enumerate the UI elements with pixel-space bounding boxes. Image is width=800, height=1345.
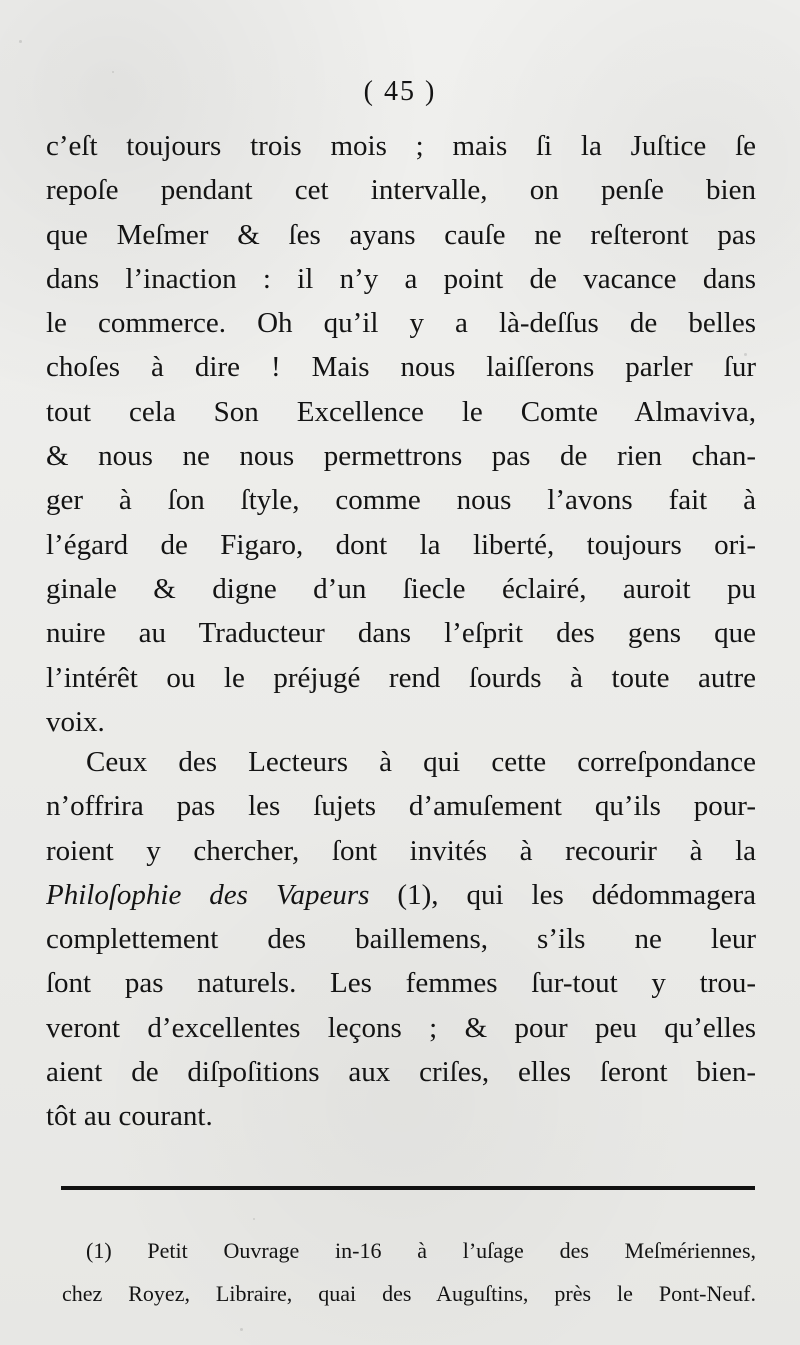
paragraph-line: n’offrira pas les ſujets d’amuſement qu’ils pour- <box>46 790 756 823</box>
paragraph-line: voix. <box>46 705 105 738</box>
footnote <box>62 1229 756 1315</box>
paragraph-line: c’eſt toujours trois mois ; mais ſi la Juſtice ſe <box>46 130 756 162</box>
paragraph-line: choſes à dire ! Mais nous laiſſerons parler ſur <box>46 351 756 384</box>
paragraph-line: tout cela Son Excellence le Comte Almaviva, <box>46 395 756 428</box>
book-title-continuation: (1), qui les dédommagera <box>369 878 756 911</box>
paragraph-line: ginale & digne d’un ſiecle éclairé, auroit pu <box>46 572 756 605</box>
footnote-divider <box>61 1186 755 1190</box>
paragraph-line: le commerce. Oh qu’il y a là-deſſus de belles <box>46 307 756 340</box>
paragraph-line: & nous ne nous permettrons pas de rien chan- <box>46 440 756 473</box>
paragraph-line: Ceux des Lecteurs à qui cette correſpondance <box>86 746 756 778</box>
paragraph-line-with-italic <box>46 873 756 917</box>
paragraph-line: repoſe pendant cet intervalle, on penſe bien <box>46 174 756 207</box>
paragraph-line: veront d’excellentes leçons ; & pour peu qu’elles <box>46 1011 756 1044</box>
paragraph-line: ſont pas naturels. Les femmes ſur-tout y trou- <box>46 967 756 1000</box>
footnote-line: (1) Petit Ouvrage in-16 à l’uſage des Meſmériennes, <box>86 1238 756 1263</box>
paragraph-line: complettement des baillemens, s’ils ne leur <box>46 923 756 956</box>
paragraph-1 <box>46 124 756 744</box>
paragraph-line: roient y chercher, ſont invités à recourir à la <box>46 834 756 867</box>
paragraph-line: tôt au courant. <box>46 1100 213 1133</box>
paragraph-line: l’égard de Figaro, dont la liberté, toujours ori- <box>46 528 756 561</box>
paragraph-line: que Meſmer & ſes ayans cauſe ne reſteront pas <box>46 218 756 251</box>
paper-speck <box>240 1328 243 1331</box>
paragraph-line: nuire au Traducteur dans l’eſprit des gens que <box>46 617 756 650</box>
paragraph-line: l’intérêt ou le préjugé rend ſourds à toute autre <box>46 661 756 694</box>
paragraph-line: aient de diſpoſitions aux criſes, elles ſeront bien- <box>46 1056 756 1089</box>
paper-speck <box>253 1218 255 1220</box>
book-title-italic: Philoſophie des Vapeurs <box>46 878 370 911</box>
paper-speck <box>19 40 22 43</box>
paper-speck <box>112 71 114 73</box>
footnote-line: chez Royez, Libraire, quai des Auguſtins, près le Pont-Neuf. <box>62 1281 756 1306</box>
paragraph-2 <box>46 740 756 1139</box>
paragraph-line: ger à ſon ſtyle, comme nous l’avons fait à <box>46 484 756 517</box>
paragraph-line: dans l’inaction : il n’y a point de vacance dans <box>46 262 756 295</box>
page-number: ( 45 ) <box>363 76 437 107</box>
